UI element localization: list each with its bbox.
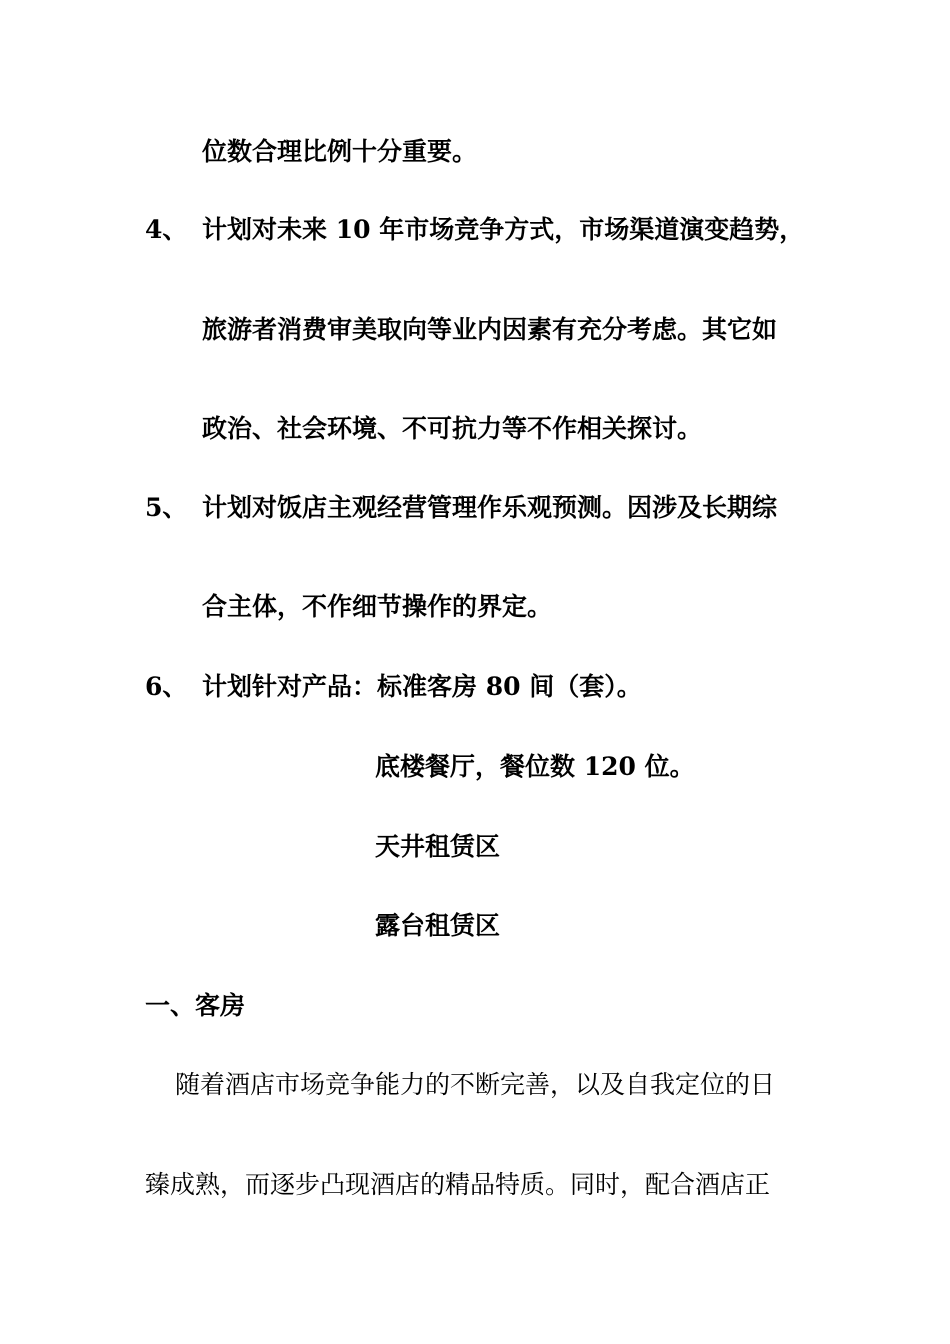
item-6-line-2: 底楼餐厅，餐位数 120 位。 (375, 752, 695, 781)
item-6-line-1: 计划针对产品：标准客房 80 间（套）。 (202, 672, 642, 701)
item-6-number: 6、 (145, 672, 188, 701)
paragraph-line-1: 随着酒店市场竞争能力的不断完善，以及自我定位的日 (175, 1070, 776, 1099)
item-4-number: 4、 (145, 215, 188, 244)
item-5-line-2: 合主体，不作细节操作的界定。 (202, 592, 553, 621)
item-5-line-1: 计划对饭店主观经营管理作乐观预测。因涉及长期综 (202, 493, 778, 522)
section-heading: 一、客房 (145, 991, 246, 1020)
item-6-line-4: 露台租赁区 (375, 911, 501, 940)
paragraph-line-2: 臻成熟，而逐步凸现酒店的精品特质。同时，配合酒店正 (145, 1170, 771, 1199)
item-5-number: 5、 (145, 493, 188, 522)
item-4-line-1: 计划对未来 10 年市场竞争方式，市场渠道演变趋势， (202, 215, 805, 244)
item-6-line-3: 天井租赁区 (375, 832, 501, 861)
item-4-line-3: 政治、社会环境、不可抗力等不作相关探讨。 (202, 414, 703, 443)
item-4-line-2: 旅游者消费审美取向等业内因素有充分考虑。其它如 (202, 315, 778, 344)
continued-line: 位数合理比例十分重要。 (202, 137, 478, 166)
